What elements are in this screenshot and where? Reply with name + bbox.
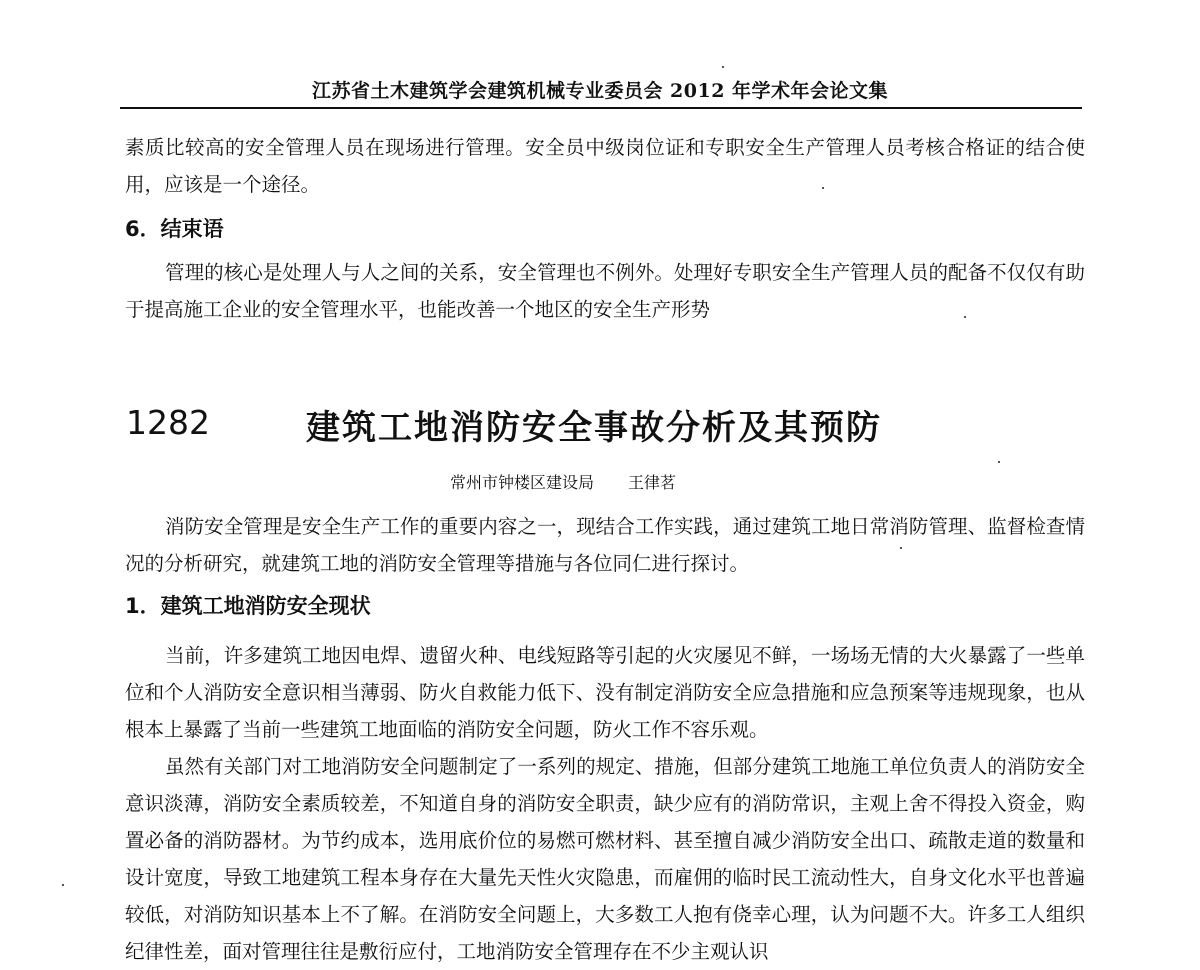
scan-speck <box>900 547 902 549</box>
author-affiliation: 常州市钟楼区建设局 <box>450 473 595 492</box>
conclusion-heading: 6．结束语 <box>125 217 224 241</box>
scan-speck <box>998 461 1000 463</box>
running-header: 江苏省土木建筑学会建筑机械专业委员会 2012 年学术年会论文集 <box>311 80 889 102</box>
conclusion-paragraph: 管理的核心是处理人与人之间的关系，安全管理也不例外。处理好专职安全生产管理人员的配备不仅仅有助于提高施工企业的安全管理水平，也能改善一个地区的安全生产形势 <box>125 261 1085 321</box>
section-paragraph: 虽然有关部门对工地消防安全问题制定了一系列的规定、措施，但部分建筑工地施工单位负责人的消防安全意识淡薄，消防安全素质较差，不知道自身的消防安全职责，缺少应有的消防常识，主观上舍不得投入资金，购置必备的消防器材。为节约成本，选用底价位的易燃可燃材料、甚至擅自减少消防安全出口、疏散走道的数量和设计宽度，导致工地建筑工程本身存在大量先天性火灾隐患，而雇佣的临时民工流动性大，自身文化水平也普遍较低，对消防知识基本上不了解。在消防安全问题上，大多数工人抱有侥幸心理，认为问题不大。许多工人组织纪律性差，面对管理往往是敷衍应付，工地消防安全管理存在不少主观认识 <box>125 755 1085 963</box>
header-rule <box>120 107 1082 109</box>
scan-speck <box>822 187 824 189</box>
continued-paragraph: 素质比较高的安全管理人员在现场进行管理。安全员中级岗位证和专职安全生产管理人员考核合格证的结合使用，应该是一个途径。 <box>125 136 1085 196</box>
author-name: 王律茗 <box>628 473 677 492</box>
byline <box>450 470 676 493</box>
scan-speck <box>62 884 64 886</box>
scan-speck <box>722 66 724 68</box>
article-title: 建筑工地消防安全事故分析及其预防 <box>306 408 882 448</box>
section-paragraph: 当前，许多建筑工地因电焊、遗留火种、电线短路等引起的火灾屡见不鲜，一场场无情的大火暴露了一些单位和个人消防安全意识相当薄弱、防火自救能力低下、没有制定消防安全应急措施和应急预案等违规现象，也从根本上暴露了当前一些建筑工地面临的消防安全问题，防火工作不容乐观。 <box>125 644 1085 741</box>
section-heading: 1．建筑工地消防安全现状 <box>125 594 371 618</box>
article-number: 1282 <box>126 403 210 442</box>
scan-speck <box>964 316 966 318</box>
intro-paragraph: 消防安全管理是安全生产工作的重要内容之一，现结合工作实践，通过建筑工地日常消防管理、监督检查情况的分析研究，就建筑工地的消防安全管理等措施与各位同仁进行探讨。 <box>125 515 1085 575</box>
